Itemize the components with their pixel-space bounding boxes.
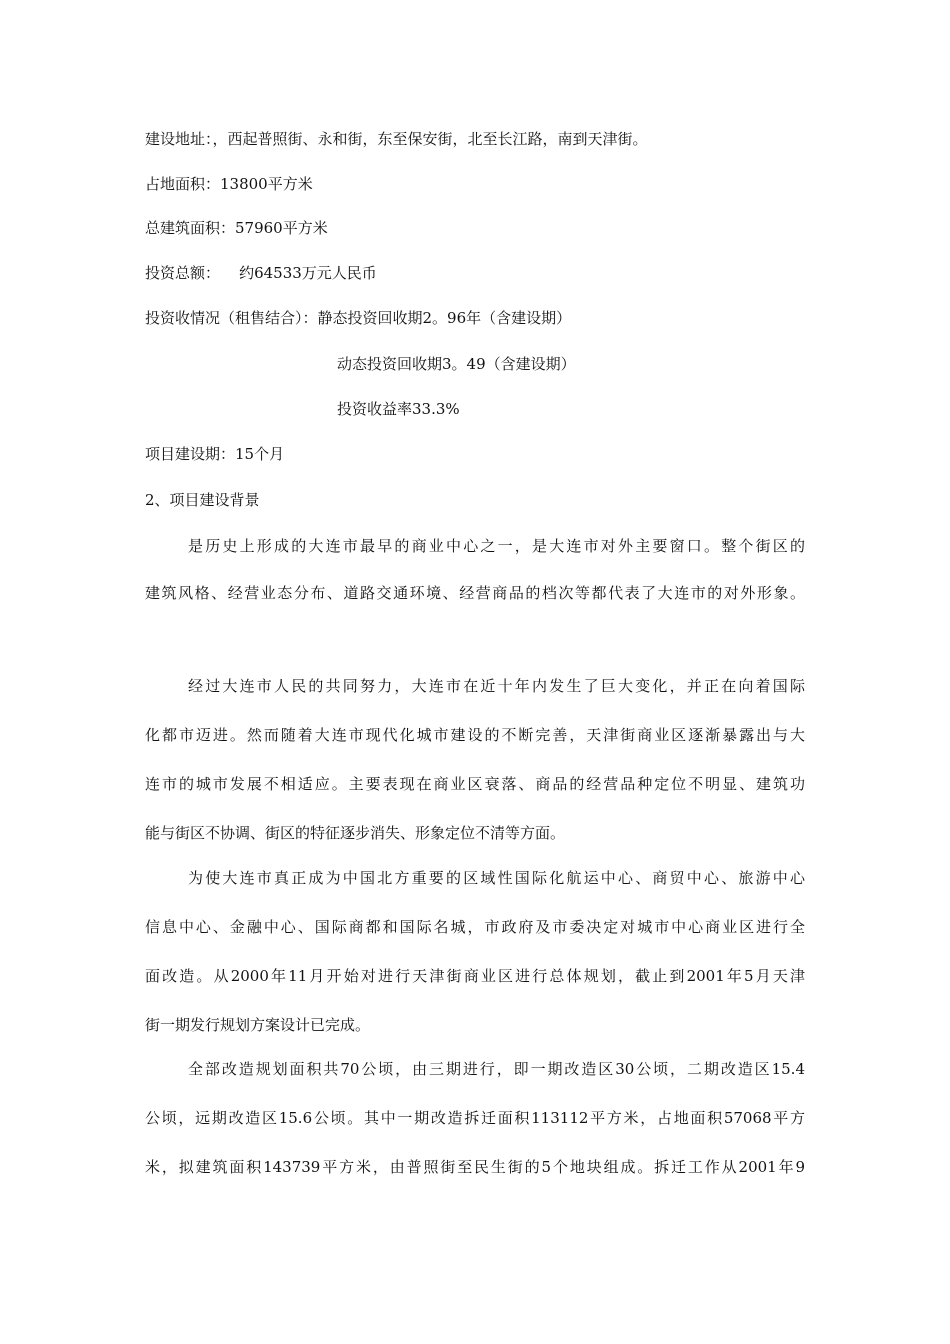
paragraph-line: 公顷，远期改造区15.6公顷。其中一期改造拆迁面积113112平方米，占地面积57068平方 <box>145 1109 805 1127</box>
investment-return-static: 投资收情况（租售结合）：静态投资回收期2。96年（含建设期） <box>145 309 572 327</box>
paragraph-line: 经过大连市人民的共同努力，大连市在近十年内发生了巨大变化，并正在向着国际 <box>188 677 805 695</box>
paragraph-line: 面改造。从2000年11月开始对进行天津街商业区进行总体规划，截止到2001年5月天津 <box>145 967 805 985</box>
paragraph-line: 米，拟建筑面积143739平方米，由普照街至民生街的5个地块组成。拆迁工作从2001年9 <box>145 1158 805 1176</box>
paragraph-line: 连市的城市发展不相适应。主要表现在商业区衰落、商品的经营品种定位不明显、建筑功 <box>145 775 805 793</box>
paragraph-line: 化都市迈进。然而随着大连市现代化城市建设的不断完善，天津街商业区逐渐暴露出与大 <box>145 726 805 744</box>
paragraph-line: 信息中心、金融中心、国际商都和国际名城，市政府及市委决定对城市中心商业区进行全 <box>145 918 805 936</box>
section-heading: 2、项目建设背景 <box>145 491 260 509</box>
construction-address: 建设地址：，西起普照街、永和街，东至保安街，北至长江路，南到天津街。 <box>145 130 648 148</box>
total-building-area: 总建筑面积：57960平方米 <box>145 219 328 237</box>
investment-return-rate: 投资收益率33.3% <box>337 400 460 418</box>
paragraph-line: 全部改造规划面积共70公顷，由三期进行，即一期改造区30公顷，二期改造区15.4 <box>188 1060 805 1078</box>
investment-return-dynamic: 动态投资回收期3。49（含建设期） <box>337 355 576 373</box>
total-investment: 投资总额： 约64533万元人民币 <box>145 264 377 282</box>
construction-period: 项目建设期：15个月 <box>145 445 285 463</box>
paragraph-line: 是历史上形成的大连市最早的商业中心之一，是大连市对外主要窗口。整个街区的 <box>188 537 805 555</box>
paragraph-line: 建筑风格、经营业态分布、道路交通环境、经营商品的档次等都代表了大连市的对外形象。 <box>145 584 805 602</box>
paragraph-line: 为使大连市真正成为中国北方重要的区域性国际化航运中心、商贸中心、旅游中心 <box>188 869 805 887</box>
paragraph-line: 街一期发行规划方案设计已完成。 <box>145 1016 371 1034</box>
land-area: 占地面积：13800平方米 <box>145 175 313 193</box>
paragraph-line: 能与街区不协调、街区的特征逐步消失、形象定位不清等方面。 <box>145 824 566 842</box>
